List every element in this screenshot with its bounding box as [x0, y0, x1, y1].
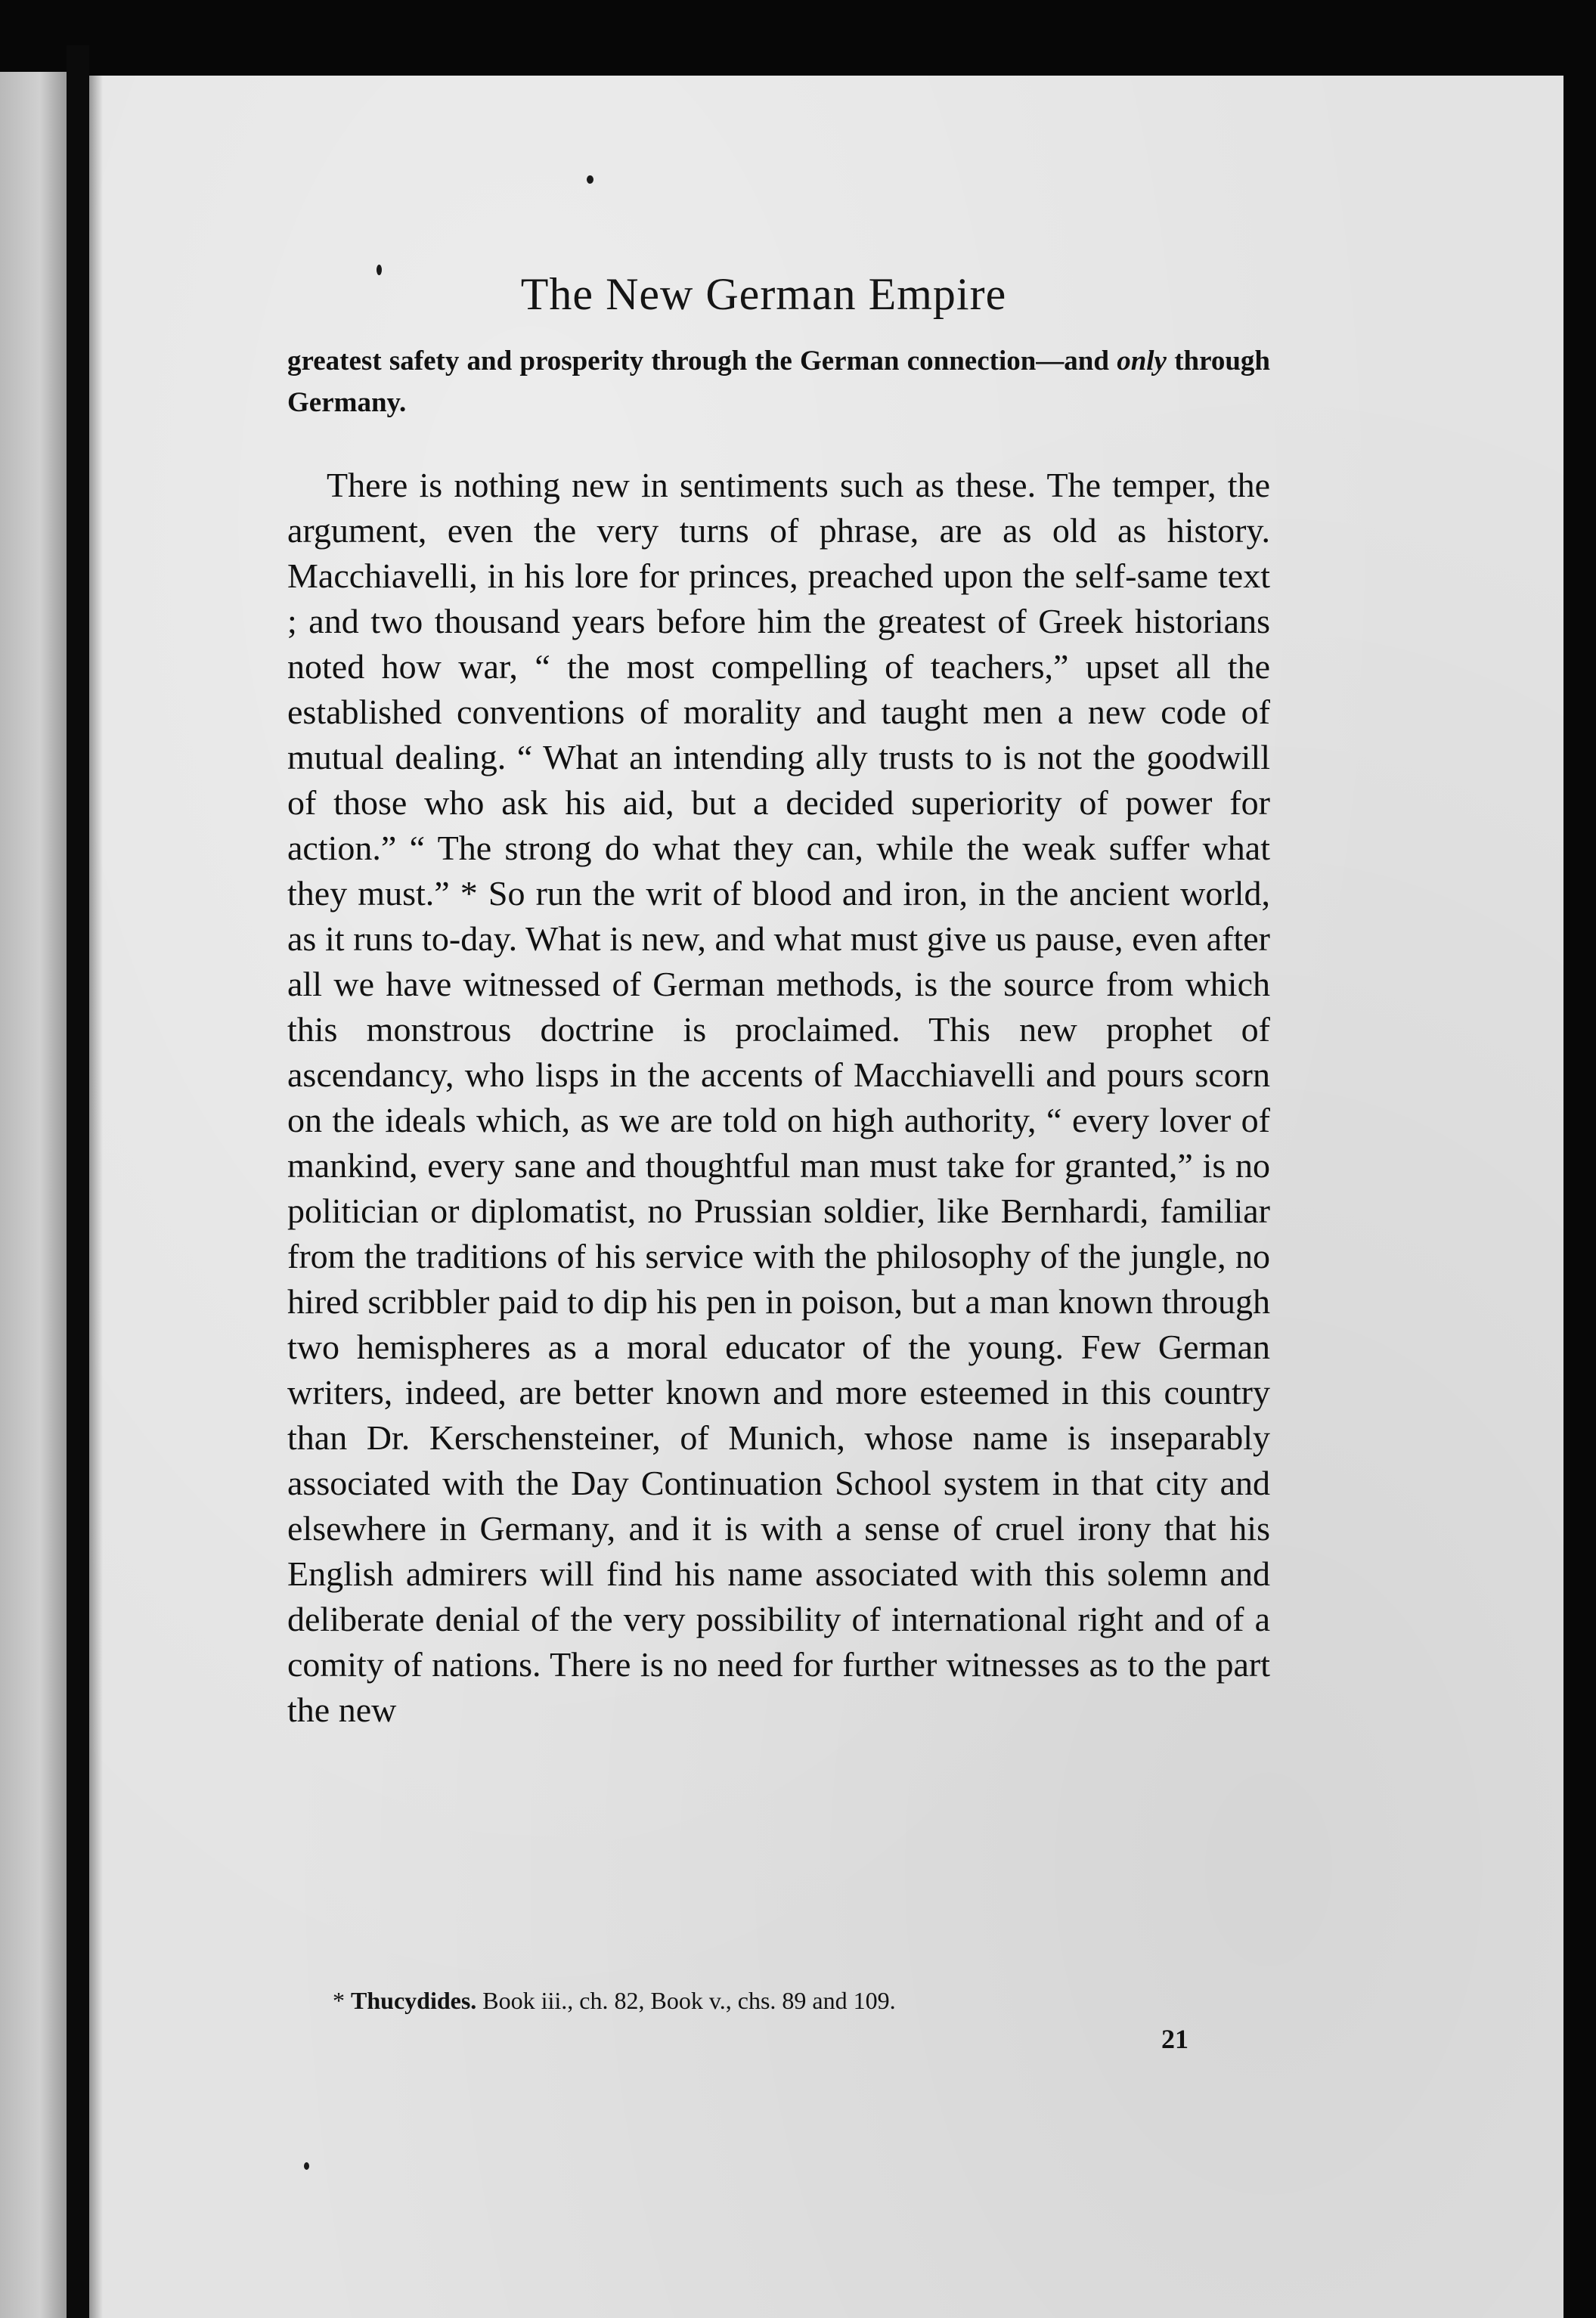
- continuation-text-end: through Germany.: [287, 346, 1270, 418]
- running-head: The New German Empire: [520, 269, 1007, 319]
- page-number: 21: [1161, 2024, 1188, 2054]
- ink-speck: [587, 175, 593, 184]
- previous-page-edge: [0, 72, 67, 2318]
- footnote-reference: Book iii., ch. 82, Book v., chs. 89 and 109.: [476, 1987, 896, 2014]
- continuation-paragraph: [287, 340, 1270, 423]
- ink-speck: [304, 2162, 309, 2170]
- page-shadow: [89, 76, 103, 2318]
- book-gutter: [67, 45, 89, 2318]
- body-paragraph: There is nothing new in sentiments such as these. The temper, the argument, even the very turns of phrase, are as old as history. Macchiavelli, in his lore for princes, preached upon the self-same text ; and two thousand years before him the greatest of Greek historians noted how war, “ the most compelling of teachers,” upset all the established conventions of morality and taught men a new code of mutual dealing. “ What an intending ally trusts to is not the goodwill of those who ask his aid, but a decided superiority of power for action.” “ The strong do what they can, while the weak suffer what they must.” * So run the writ of blood and iron, in the ancient world, as it runs to-day. What is new, and what must give us pause, even after all we have witnessed of German methods, is the source from which this monstrous doctrine is proclaimed. This new prophet of ascendancy, who lisps in the accents of Macchiavelli and pours scorn on the ideals which, as we are told on high authority, “ every lover of mankind, every sane and thoughtful man must take for granted,” is no politician or diplomatist, no Prussian soldier, like Bernhardi, familiar from the traditions of his service with the philosophy of the jungle, no hired scribbler paid to dip his pen in poison, but a man known through two hemispheres as a moral educator of the young. Few German writers, indeed, are better known and more esteemed in this country than Dr. Kerschensteiner, of Munich, whose name is inseparably associated with the Day Continuation School system in that city and elsewhere in Germany, and it is with a sense of cruel irony that his English admirers will find his name associated with this solemn and deliberate denial of the very possibility of international right and of a comity of nations. There is no need for further witnesses as to the part the new: [287, 466, 1270, 1729]
- continuation-emphasis: only: [1117, 346, 1167, 377]
- footnote-title: Thucydides.: [351, 1987, 477, 2014]
- page-text: [287, 340, 1270, 1733]
- footnote-marker: *: [333, 1987, 351, 2014]
- continuation-text: greatest safety and prosperity through the German connection—and: [287, 346, 1117, 377]
- footnote: [333, 1987, 896, 2015]
